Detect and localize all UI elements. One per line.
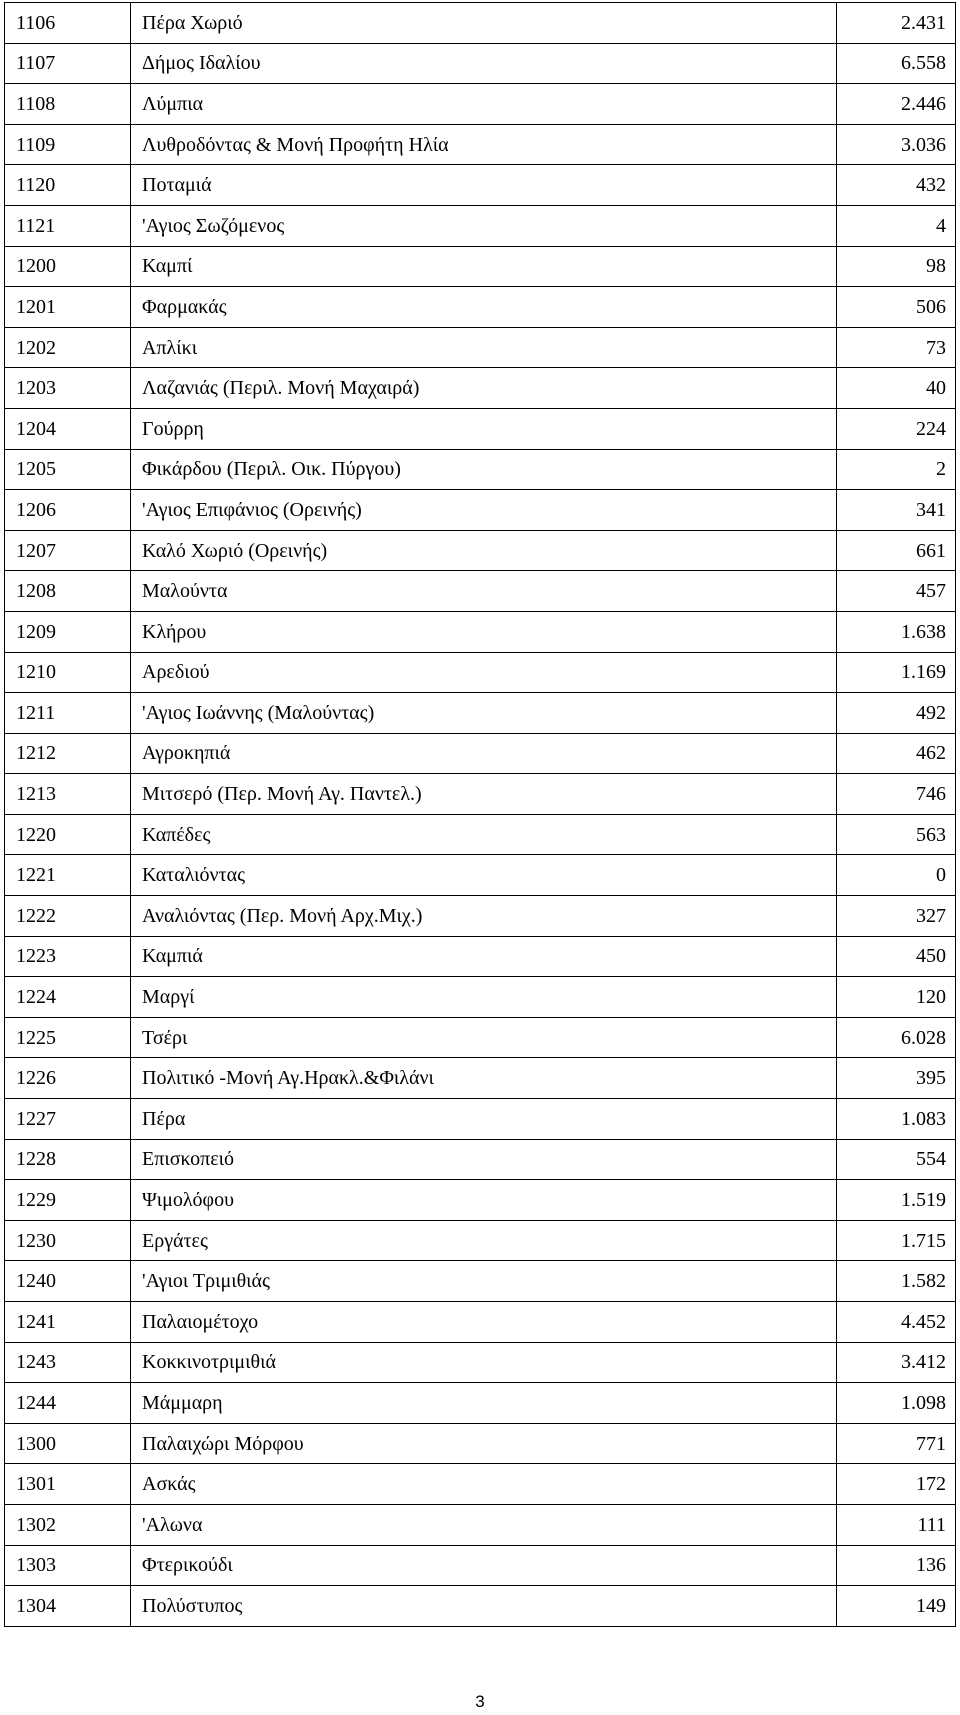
row-code-cell: 1201 (5, 287, 131, 328)
row-code-cell: 1224 (5, 977, 131, 1018)
row-code-cell: 1107 (5, 43, 131, 84)
row-code-cell: 1204 (5, 408, 131, 449)
table-row (5, 1017, 956, 1058)
row-name-cell: 'Αγιος Επιφάνιος (Ορεινής) (131, 490, 837, 531)
row-value-cell: 40 (837, 368, 956, 409)
row-code-cell: 1303 (5, 1545, 131, 1586)
row-value-cell: 6.028 (837, 1017, 956, 1058)
row-value-cell: 4 (837, 205, 956, 246)
row-code-cell: 1225 (5, 1017, 131, 1058)
row-name-cell: 'Αγιος Σωζόμενος (131, 205, 837, 246)
row-value-cell: 4.452 (837, 1302, 956, 1343)
row-name-cell: Καταλιόντας (131, 855, 837, 896)
row-code-cell: 1220 (5, 814, 131, 855)
row-code-cell: 1240 (5, 1261, 131, 1302)
row-value-cell: 120 (837, 977, 956, 1018)
row-code-cell: 1206 (5, 490, 131, 531)
row-value-cell: 1.083 (837, 1099, 956, 1140)
table-row (5, 1058, 956, 1099)
row-value-cell: 327 (837, 896, 956, 937)
table-row (5, 733, 956, 774)
table-row (5, 977, 956, 1018)
row-name-cell: Καμπιά (131, 936, 837, 977)
row-code-cell: 1120 (5, 165, 131, 206)
row-value-cell: 341 (837, 490, 956, 531)
row-name-cell: Ασκάς (131, 1464, 837, 1505)
row-value-cell: 1.638 (837, 611, 956, 652)
table-row (5, 774, 956, 815)
row-value-cell: 462 (837, 733, 956, 774)
row-name-cell: Ποταμιά (131, 165, 837, 206)
row-name-cell: 'Αγιοι Τριμιθιάς (131, 1261, 837, 1302)
table-row (5, 1099, 956, 1140)
row-name-cell: Αρεδιού (131, 652, 837, 693)
row-name-cell: Παλαιομέτοχο (131, 1302, 837, 1343)
row-name-cell: Πολύστυπος (131, 1586, 837, 1627)
row-value-cell: 2.446 (837, 84, 956, 125)
table-row (5, 287, 956, 328)
row-value-cell: 1.582 (837, 1261, 956, 1302)
row-name-cell: Εργάτες (131, 1220, 837, 1261)
table-row (5, 1586, 956, 1627)
row-code-cell: 1229 (5, 1180, 131, 1221)
row-value-cell: 457 (837, 571, 956, 612)
table-row (5, 449, 956, 490)
row-code-cell: 1109 (5, 124, 131, 165)
row-code-cell: 1222 (5, 896, 131, 937)
row-code-cell: 1207 (5, 530, 131, 571)
row-code-cell: 1226 (5, 1058, 131, 1099)
row-value-cell: 450 (837, 936, 956, 977)
row-value-cell: 661 (837, 530, 956, 571)
row-name-cell: Μάμμαρη (131, 1383, 837, 1424)
row-value-cell: 149 (837, 1586, 956, 1627)
row-name-cell: Δήμος Ιδαλίου (131, 43, 837, 84)
row-name-cell: Γούρρη (131, 408, 837, 449)
table-row (5, 3, 956, 44)
row-value-cell: 746 (837, 774, 956, 815)
row-code-cell: 1302 (5, 1504, 131, 1545)
row-code-cell: 1223 (5, 936, 131, 977)
row-name-cell: Πέρα Χωριό (131, 3, 837, 44)
row-value-cell: 136 (837, 1545, 956, 1586)
table-row (5, 1261, 956, 1302)
row-value-cell: 1.098 (837, 1383, 956, 1424)
row-code-cell: 1301 (5, 1464, 131, 1505)
table-row (5, 855, 956, 896)
row-value-cell: 1.169 (837, 652, 956, 693)
table-row (5, 1545, 956, 1586)
row-value-cell: 172 (837, 1464, 956, 1505)
row-code-cell: 1200 (5, 246, 131, 287)
row-name-cell: Καπέδες (131, 814, 837, 855)
table-row (5, 1504, 956, 1545)
table-row (5, 652, 956, 693)
table-row (5, 1383, 956, 1424)
table-row (5, 571, 956, 612)
row-code-cell: 1213 (5, 774, 131, 815)
row-value-cell: 111 (837, 1504, 956, 1545)
table-row (5, 246, 956, 287)
table-row (5, 1180, 956, 1221)
row-name-cell: Φαρμακάς (131, 287, 837, 328)
row-code-cell: 1210 (5, 652, 131, 693)
table-row (5, 205, 956, 246)
row-name-cell: Κοκκινοτριμιθιά (131, 1342, 837, 1383)
table-row (5, 408, 956, 449)
row-name-cell: Πέρα (131, 1099, 837, 1140)
row-code-cell: 1244 (5, 1383, 131, 1424)
row-name-cell: Αγροκηπιά (131, 733, 837, 774)
row-code-cell: 1209 (5, 611, 131, 652)
table-row (5, 611, 956, 652)
row-code-cell: 1208 (5, 571, 131, 612)
table-row (5, 1302, 956, 1343)
table-row (5, 327, 956, 368)
row-name-cell: Πολιτικό -Μονή Αγ.Ηρακλ.&Φιλάνι (131, 1058, 837, 1099)
table-row (5, 368, 956, 409)
row-value-cell: 2.431 (837, 3, 956, 44)
page-number: 3 (475, 1692, 485, 1711)
table-row (5, 693, 956, 734)
table-row (5, 1342, 956, 1383)
row-code-cell: 1202 (5, 327, 131, 368)
row-name-cell: 'Αλωνα (131, 1504, 837, 1545)
row-code-cell: 1203 (5, 368, 131, 409)
row-code-cell: 1304 (5, 1586, 131, 1627)
row-code-cell: 1227 (5, 1099, 131, 1140)
row-name-cell: Καμπί (131, 246, 837, 287)
row-code-cell: 1300 (5, 1423, 131, 1464)
table-row (5, 490, 956, 531)
table-row (5, 124, 956, 165)
row-name-cell: Παλαιχώρι Μόρφου (131, 1423, 837, 1464)
row-value-cell: 554 (837, 1139, 956, 1180)
row-value-cell: 771 (837, 1423, 956, 1464)
row-code-cell: 1243 (5, 1342, 131, 1383)
row-name-cell: Καλό Χωριό (Ορεινής) (131, 530, 837, 571)
row-code-cell: 1228 (5, 1139, 131, 1180)
row-value-cell: 432 (837, 165, 956, 206)
table-row (5, 530, 956, 571)
row-name-cell: Φτερικούδι (131, 1545, 837, 1586)
row-value-cell: 0 (837, 855, 956, 896)
row-value-cell: 6.558 (837, 43, 956, 84)
table-row (5, 84, 956, 125)
table-body (5, 3, 956, 1627)
row-name-cell: Μαλούντα (131, 571, 837, 612)
row-value-cell: 1.715 (837, 1220, 956, 1261)
row-value-cell: 563 (837, 814, 956, 855)
row-name-cell: Μιτσερό (Περ. Μονή Αγ. Παντελ.) (131, 774, 837, 815)
row-name-cell: Ψιμολόφου (131, 1180, 837, 1221)
row-value-cell: 395 (837, 1058, 956, 1099)
row-value-cell: 224 (837, 408, 956, 449)
table-row (5, 814, 956, 855)
row-code-cell: 1106 (5, 3, 131, 44)
row-name-cell: Φικάρδου (Περιλ. Οικ. Πύργου) (131, 449, 837, 490)
table-row (5, 1464, 956, 1505)
row-name-cell: Λυθροδόντας & Μονή Προφήτη Ηλία (131, 124, 837, 165)
row-value-cell: 492 (837, 693, 956, 734)
row-name-cell: Λαζανιάς (Περιλ. Μονή Μαχαιρά) (131, 368, 837, 409)
table-row (5, 1139, 956, 1180)
row-name-cell: Αναλιόντας (Περ. Μονή Αρχ.Μιχ.) (131, 896, 837, 937)
row-name-cell: Απλίκι (131, 327, 837, 368)
row-code-cell: 1221 (5, 855, 131, 896)
row-value-cell: 2 (837, 449, 956, 490)
row-value-cell: 3.412 (837, 1342, 956, 1383)
row-code-cell: 1108 (5, 84, 131, 125)
row-name-cell: Κλήρου (131, 611, 837, 652)
table-row (5, 165, 956, 206)
table-row (5, 43, 956, 84)
table-row (5, 1423, 956, 1464)
row-name-cell: 'Αγιος Ιωάννης (Μαλούντας) (131, 693, 837, 734)
row-value-cell: 1.519 (837, 1180, 956, 1221)
table-row (5, 896, 956, 937)
row-value-cell: 73 (837, 327, 956, 368)
row-name-cell: Λύμπια (131, 84, 837, 125)
row-code-cell: 1121 (5, 205, 131, 246)
row-name-cell: Μαργί (131, 977, 837, 1018)
row-value-cell: 506 (837, 287, 956, 328)
table-row (5, 1220, 956, 1261)
community-population-table (4, 2, 956, 1627)
row-code-cell: 1230 (5, 1220, 131, 1261)
row-code-cell: 1211 (5, 693, 131, 734)
row-code-cell: 1205 (5, 449, 131, 490)
row-code-cell: 1241 (5, 1302, 131, 1343)
row-value-cell: 3.036 (837, 124, 956, 165)
row-name-cell: Επισκοπειό (131, 1139, 837, 1180)
row-name-cell: Τσέρι (131, 1017, 837, 1058)
table-row (5, 936, 956, 977)
row-code-cell: 1212 (5, 733, 131, 774)
row-value-cell: 98 (837, 246, 956, 287)
